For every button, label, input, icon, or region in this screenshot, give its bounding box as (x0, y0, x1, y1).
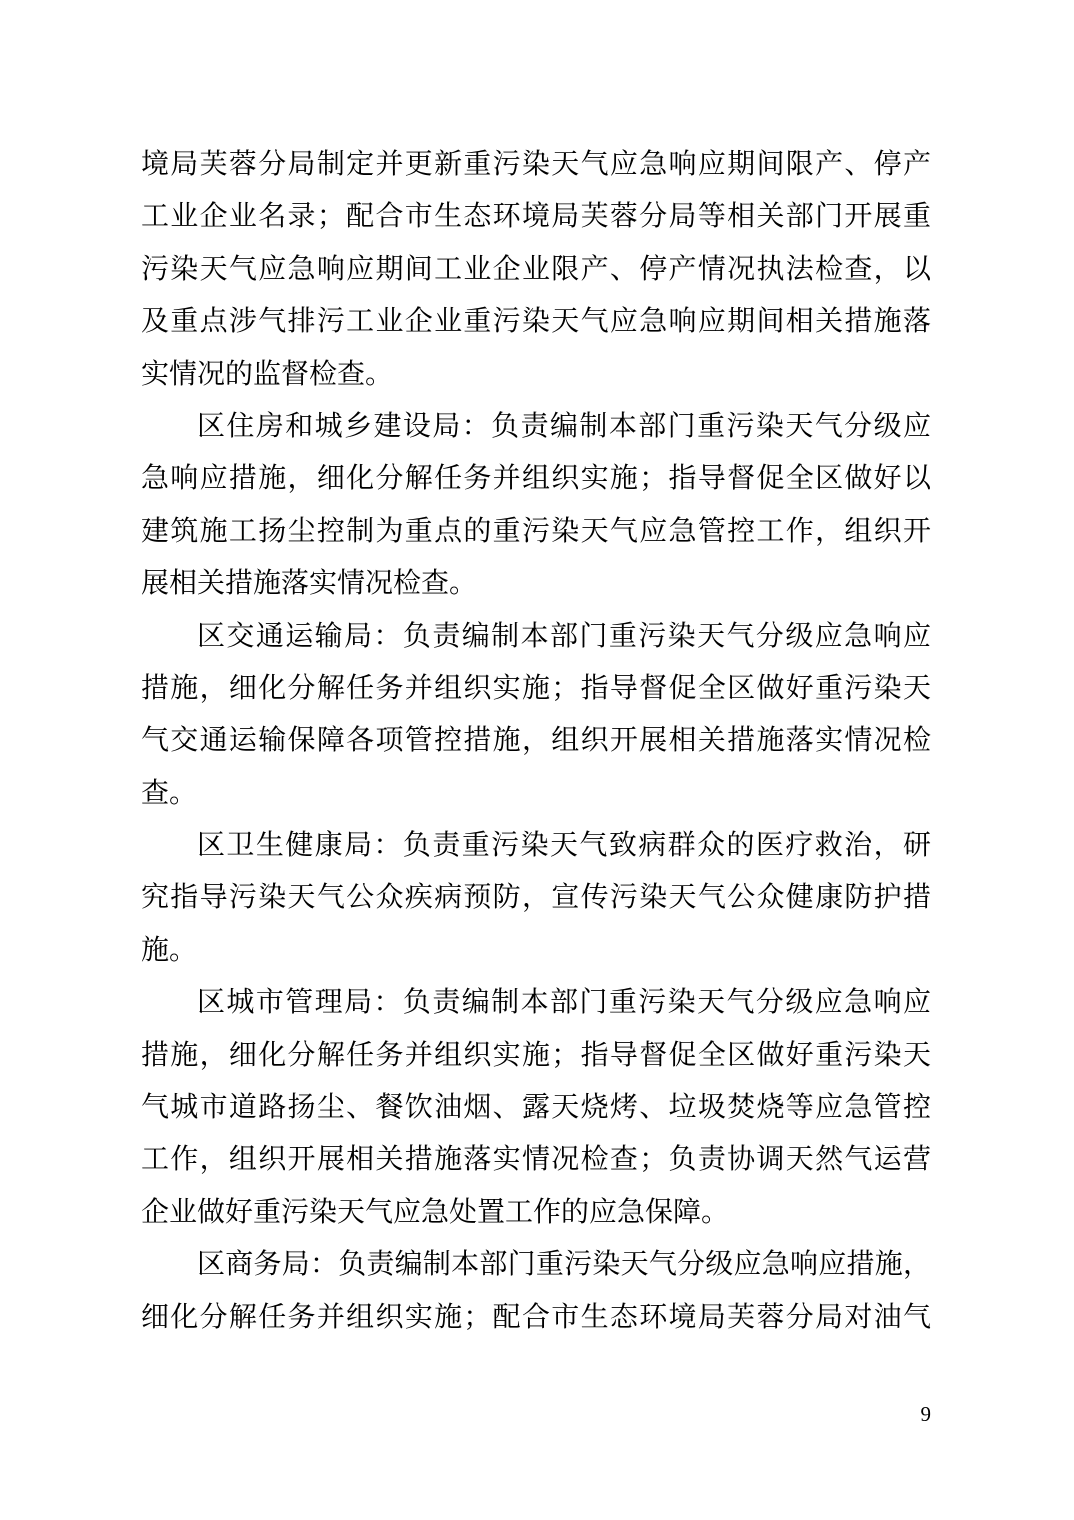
text-line: 区住房和城乡建设局：负责编制本部门重污染天气分级应 (197, 410, 931, 442)
text-line: 措施，细化分解任务并组织实施；指导督促全区做好重污染天 (141, 1039, 931, 1071)
text-line: 施。 (141, 934, 198, 966)
text-line: 建筑施工扬尘控制为重点的重污染天气应急管控工作，组织开 (141, 515, 931, 547)
text-line: 查。 (141, 777, 198, 809)
text-line: 污染天气应急响应期间工业企业限产、停产情况执法检查，以 (141, 253, 931, 285)
text-line: 急响应措施，细化分解任务并组织实施；指导督促全区做好以 (141, 463, 931, 495)
document-body-text (141, 139, 931, 1344)
text-line: 及重点涉气排污工业企业重污染天气应急响应期间相关措施落 (141, 306, 931, 338)
text-line: 区卫生健康局：负责重污染天气致病群众的医疗救治，研 (197, 830, 931, 862)
text-line: 企业做好重污染天气应急处置工作的应急保障。 (141, 1196, 730, 1228)
text-line: 区商务局：负责编制本部门重污染天气分级应急响应措施， (197, 1249, 931, 1281)
text-line: 工业企业名录；配合市生态环境局芙蓉分局等相关部门开展重 (141, 201, 931, 233)
text-line: 措施，细化分解任务并组织实施；指导督促全区做好重污染天 (141, 672, 931, 704)
text-line: 境局芙蓉分局制定并更新重污染天气应急响应期间限产、停产 (141, 149, 931, 180)
page-number: 9 (920, 1402, 931, 1426)
text-line: 区交通运输局：负责编制本部门重污染天气分级应急响应 (197, 620, 931, 652)
text-line: 实情况的监督检查。 (141, 358, 394, 390)
text-line: 展相关措施落实情况检查。 (141, 568, 478, 600)
text-line: 究指导污染天气公众疾病预防，宣传污染天气公众健康防护措 (141, 882, 931, 914)
text-line: 气城市道路扬尘、餐饮油烟、露天烧烤、垃圾焚烧等应急管控 (141, 1092, 931, 1124)
text-line: 工作，组织开展相关措施落实情况检查；负责协调天然气运营 (141, 1144, 931, 1176)
text-line: 区城市管理局：负责编制本部门重污染天气分级应急响应 (197, 987, 931, 1019)
text-line: 气交通运输保障各项管控措施，组织开展相关措施落实情况检 (141, 725, 931, 757)
text-line: 细化分解任务并组织实施；配合市生态环境局芙蓉分局对油气 (141, 1301, 931, 1333)
